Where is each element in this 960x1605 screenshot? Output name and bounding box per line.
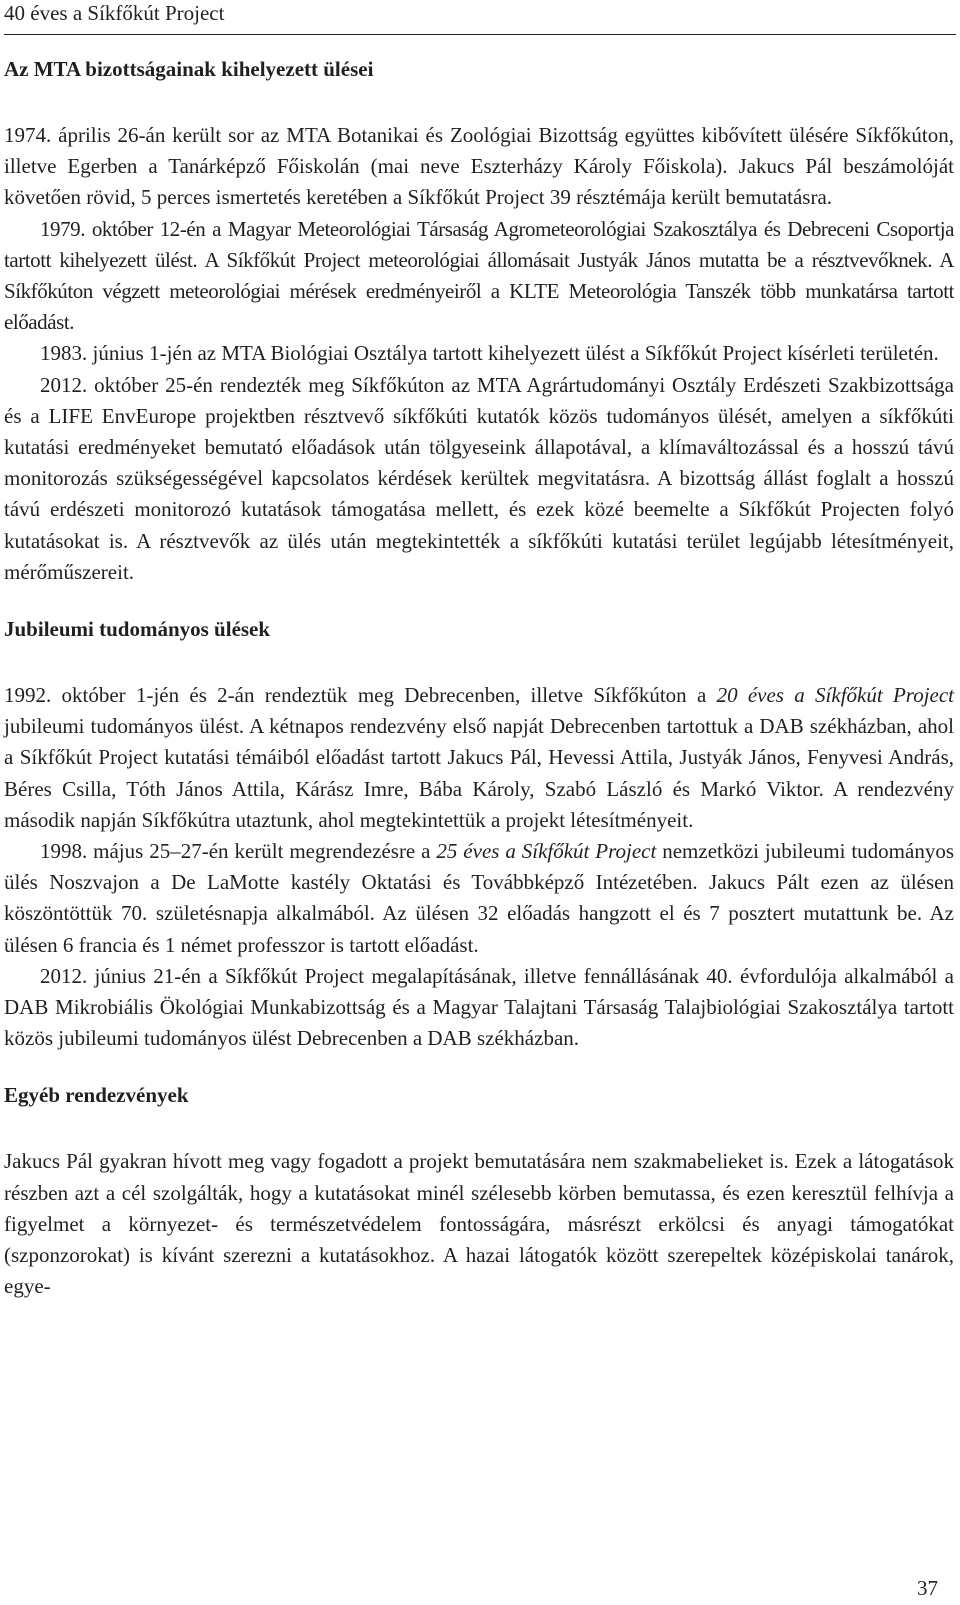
paragraph-1992-rest: jubileumi tudományos ülést. A kétnapos rendezvény első napját Debrecenben tartottuk a DAB székházban, ahol a Síkfőkút Project kutatási témáiból előadást tartott Jakucs Pál, Hevessi Attila, Justyák János, Fenyvesi András, Béres Csilla, Tóth János Attila, Kárász Imre, Bába Károly, Szabó László és Markó Viktor. A rendezvény második napján Síkfőkútra utaztunk, ahol megtekintettük a projekt létesítményeit. [4,714,954,832]
paragraph-other-events: Jakucs Pál gyakran hívott meg vagy fogadott a projekt bemutatására nem szakmabelieket is. Ezek a látogatások részben azt a cél szolgálták, hogy a kutatásokat minél szélesebb körben bemutassa, és ezen keresztül felhívja a figyelmet a környezet- és természetvédelem fontosságára, másrészt erkölcsi és anyagi támogatókat (szponzorokat) is kívánt szerezni a kutatásokhoz. A hazai látogatók között szerepeltek középiskolai tanárok, egye- [4,1149,954,1299]
paragraph-1998-rest: nemzetközi jubileumi tudományos ülés Noszvajon a De LaMotte kastély Oktatási és Továbbképző Intézetében. Jakucs Pált ezen az ülésen köszöntöttük 70. születésnapja alkalmából. Az ülésen 32 előadás hangzott el és 7 posztert mutattunk be. Az ülésen 6 francia és 1 német professzor is tartott előadást. [4,839,954,957]
paragraph-1983: 1983. június 1-jén az MTA Biológiai Osztálya tartott kihelyezett ülést a Síkfőkút Project kísérleti területén. [40,341,939,366]
paragraph-1992 [4,680,954,836]
section-heading-other-events: Egyéb rendezvények [4,1083,189,1108]
paragraph-1998 [4,836,954,961]
event-title-25-years: 25 éves a Síkfőkút Project [436,839,657,864]
paragraph-1998-lead: 1998. május 25–27-én került megrendezésre a [40,839,437,864]
page-body [4,54,954,1303]
event-title-20-years: 20 éves a Síkfőkút Project [716,683,954,708]
section-heading-committees: Az MTA bizottságainak kihelyezett ülései [4,57,374,81]
running-head: 40 éves a Síkfőkút Project [4,0,956,35]
paragraph-1974: 1974. április 26-án került sor az MTA Botanikai és Zoológiai Bizottság együttes kibővített ülésére Síkfőkúton, illetve Egerben a Tanárképző Főiskolán (mai neve Eszterházy Károly Főiskola). Jakucs Pál beszámolóját követően rövid, 5 perces ismertetés keretében a Síkfőkút Project 39 résztémája került bemutatásra. [4,123,954,210]
paragraph-2012-june: 2012. június 21-én a Síkfőkút Project megalapításának, illetve fennállásának 40. évfordulója alkalmából a DAB Mikrobiális Ökológiai Munkabizottság és a Magyar Talajtani Társaság Talajbiológiai Szakosztálya tartott közös jubileumi tudományos ülést Debrecenben a DAB székházban. [4,963,954,1051]
section-heading-jubilee: Jubileumi tudományos ülések [4,617,271,642]
page-number: 37 [917,1576,938,1600]
paragraph-1979: 1979. október 12-én a Magyar Meteorológiai Társaság Agrometeorológiai Szakosztálya és Debreceni Csoportja tartott kihelyezett ülést. A Síkfőkút Project meteorológiai állomásait Justyák János mutatta be a résztvevőknek. A Síkfőkúton végzett meteorológiai mérések eredményeiről a KLTE Meteorológia Tanszék több munkatársa tartott előadást. [4,216,954,335]
paragraph-1992-lead: 1992. október 1-jén és 2-án rendeztük meg Debrecenben, illetve Síkfőkúton a [4,683,717,708]
paragraph-2012-october: 2012. október 25-én rendezték meg Síkfőkúton az MTA Agrártudományi Osztály Erdészeti Szakbizottsága és a LIFE EnvEurope projektben résztvevő síkfőkúti kutatók közös tudományos ülését, amelyen a síkfőkúti kutatási eredményeket bemutató előadások után tölgyeseink állapotával, a klímaváltozással és a hosszú távú monitorozás szükségességével kapcsolatos kérdések kerültek megvitatásra. A bizottság állást foglalt a hosszú távú erdészeti monitorozó kutatások támogatása mellett, és ezek közé beemelte a Síkfőkút Projecten folyó kutatásokat is. A résztvevők az ülés után megtekintették a síkfőkúti kutatási terület legújabb létesítményeit, mérőműszereit. [4,372,954,584]
